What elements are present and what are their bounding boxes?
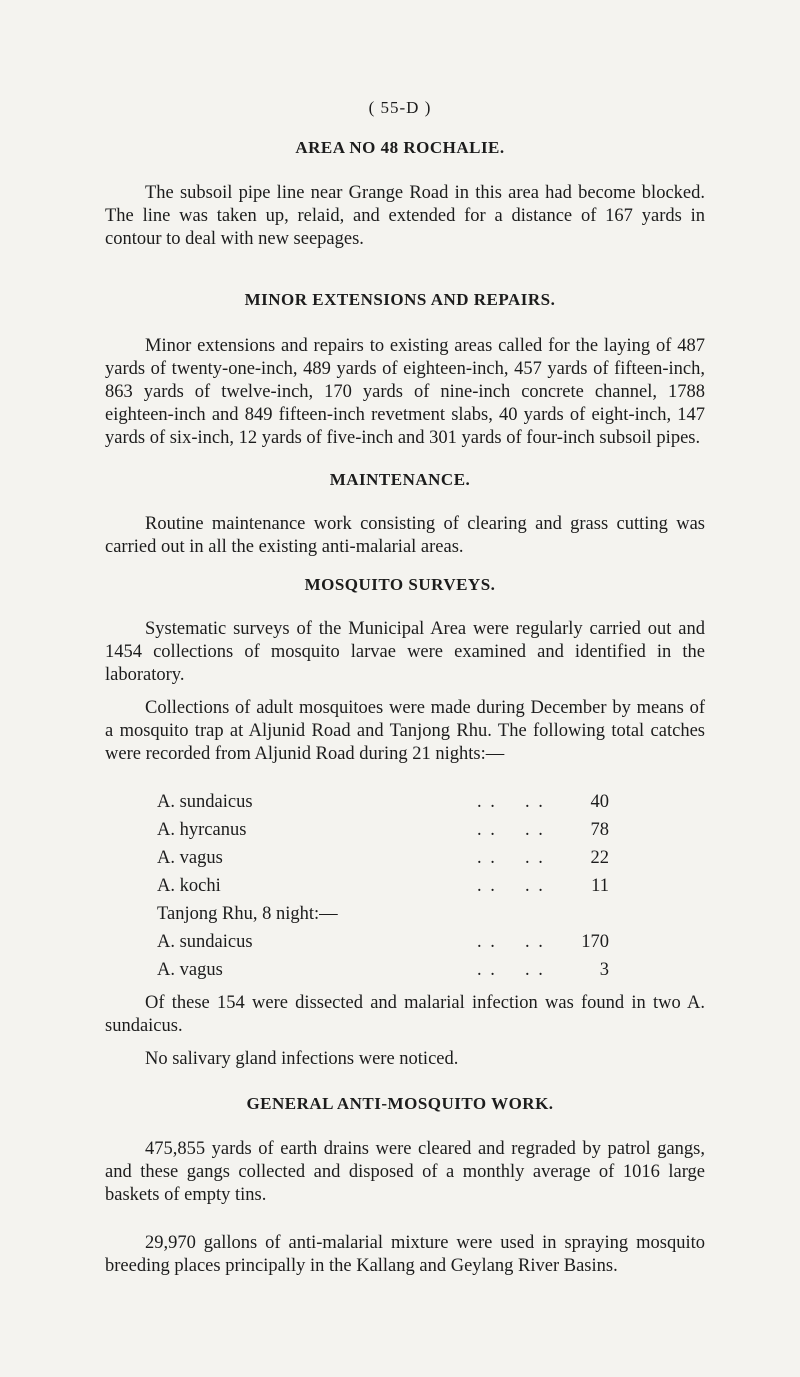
paragraph-text: Minor extensions and repairs to existing areas called for the laying of 487 yards of twenty-one-inch, 489 yards of eighteen-inch, 457 yards of fifteen-inch, 863 yards of twelve-inch, 170 yards of nine-inch concrete channel, 1788 eighteen-inch and 849 fifteen-inch revetment slabs, 40 yards of eight-inch, 147 yards of six-inch, 12 yards of five-inch and 301 yards of four-inch subsoil pipes. bbox=[105, 336, 705, 448]
paragraph-text: Routine maintenance work consisting of clearing and grass cutting was carried out in all the existing anti-malarial areas. bbox=[105, 514, 705, 557]
catch-count: 22 bbox=[590, 848, 609, 868]
paragraph-maintenance bbox=[105, 513, 705, 559]
leader-dots: . . bbox=[477, 792, 497, 812]
leader-dots: . . bbox=[477, 876, 497, 896]
list-item bbox=[157, 876, 627, 904]
list-item bbox=[157, 792, 627, 820]
leader-dots: . . bbox=[525, 792, 545, 812]
leader-dots: . . bbox=[525, 820, 545, 840]
species-name: A. kochi bbox=[157, 876, 221, 896]
leader-dots: . . bbox=[477, 848, 497, 868]
catch-count: 40 bbox=[590, 792, 609, 812]
heading-mosquito-surveys: MOSQUITO SURVEYS. bbox=[304, 575, 496, 594]
paragraph-text: 475,855 yards of earth drains were cleared and regraded by patrol gangs, and these gangs collected and disposed of a monthly average of 1016 large baskets of empty tins. bbox=[105, 1139, 705, 1205]
heading-maintenance: MAINTENANCE. bbox=[329, 470, 471, 489]
leader-dots: . . bbox=[525, 932, 545, 952]
leader-dots: . . bbox=[477, 960, 497, 980]
paragraph-text: No salivary gland infections were noticed. bbox=[145, 1049, 459, 1069]
paragraph-surveys-2 bbox=[105, 697, 705, 766]
tanjong-rhu-label: Tanjong Rhu, 8 night:— bbox=[157, 904, 338, 924]
paragraph-text: Of these 154 were dissected and malarial infection was found in two A. sundaicus. bbox=[105, 993, 705, 1036]
list-item bbox=[157, 932, 627, 960]
paragraph-text: Systematic surveys of the Municipal Area were regularly carried out and 1454 collections of mosquito larvae were examined and identified in the laboratory. bbox=[105, 619, 705, 685]
paragraph-general-1 bbox=[105, 1138, 705, 1207]
leader-dots: . . bbox=[477, 932, 497, 952]
leader-dots: . . bbox=[525, 848, 545, 868]
species-name: A. sundaicus bbox=[157, 932, 253, 952]
leader-dots: . . bbox=[525, 876, 545, 896]
list-subheading bbox=[157, 904, 627, 932]
list-item bbox=[157, 820, 627, 848]
paragraph-minor-extensions bbox=[105, 335, 705, 450]
species-name: A. sundaicus bbox=[157, 792, 253, 812]
heading-minor-extensions: MINOR EXTENSIONS AND REPAIRS. bbox=[244, 290, 556, 309]
catch-count: 3 bbox=[599, 960, 609, 980]
paragraph-surveys-4 bbox=[105, 1048, 705, 1071]
page-number: ( 55-D ) bbox=[368, 98, 432, 117]
list-item bbox=[157, 848, 627, 876]
paragraph-text: 29,970 gallons of anti-malarial mixture were used in spraying mosquito breeding places principally in the Kallang and Geylang River Basins. bbox=[105, 1233, 705, 1276]
paragraph-general-2 bbox=[105, 1232, 705, 1278]
catch-count: 78 bbox=[590, 820, 609, 840]
paragraph-text: The subsoil pipe line near Grange Road in this area had become blocked. The line was taken up, relaid, and extended for a distance of 167 yards in contour to deal with new seepages. bbox=[105, 183, 705, 249]
paragraph-surveys-1 bbox=[105, 618, 705, 687]
species-name: A. hyrcanus bbox=[157, 820, 247, 840]
heading-area-48: AREA NO 48 ROCHALIE. bbox=[295, 138, 505, 157]
species-name: A. vagus bbox=[157, 960, 223, 980]
catch-count: 11 bbox=[591, 876, 609, 896]
leader-dots: . . bbox=[477, 820, 497, 840]
catch-count: 170 bbox=[581, 932, 609, 952]
list-item bbox=[157, 960, 627, 988]
species-name: A. vagus bbox=[157, 848, 223, 868]
heading-general-anti-mosquito: GENERAL ANTI-MOSQUITO WORK. bbox=[246, 1094, 554, 1113]
paragraph-area-48 bbox=[105, 182, 705, 251]
leader-dots: . . bbox=[525, 960, 545, 980]
catch-list bbox=[157, 792, 627, 988]
paragraph-surveys-3 bbox=[105, 992, 705, 1038]
paragraph-text: Collections of adult mosquitoes were made during December by means of a mosquito trap at Aljunid Road and Tanjong Rhu. The following total catches were recorded from Aljunid Road during 21 nights:— bbox=[105, 698, 705, 764]
